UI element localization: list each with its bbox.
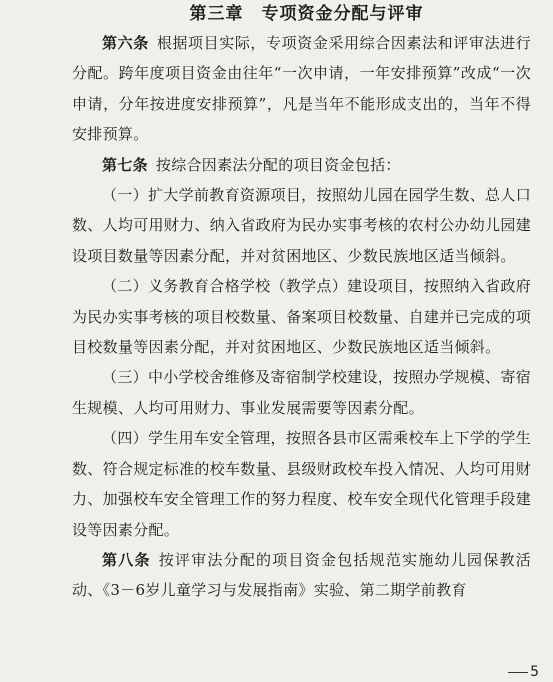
page-number xyxy=(508,664,539,680)
article-text: 根据项目实际，专项资金采用综合因素法和评审法进行分配。跨年度项目资金由往年“一次申请，一年安排预算”改成“一次申请，分年按进度安排预算”，凡是当年不能形成支出的，当年不得安排预算。 xyxy=(72,34,531,144)
article-6 xyxy=(72,28,531,150)
list-item: （二）义务教育合格学校（教学点）建设项目，按照纳入省政府为民办实事考核的项目校数量、备案项目校数量、自建并已完成的项目校数量等因素分配，并对贫困地区、少数民族地区适当倾斜。 xyxy=(72,277,532,357)
article-label: 第七条 xyxy=(102,155,148,174)
chapter-title: 第三章 专项资金分配与评审 xyxy=(189,4,424,24)
article-7 xyxy=(72,150,531,180)
article-text: 按评审法分配的项目资金包括规范实施幼儿园保教活动、《3－6岁儿童学习与发展指南》实验、第二期学前教育 xyxy=(72,550,531,600)
page-number-value: 5 xyxy=(530,664,539,680)
list-item: （四）学生用车安全管理，按照各县市区需乘校车上下学的学生数、符合规定标准的校车数量、县级财政校车投入情况、人均可用财力、加强校车安全管理工作的努力程度、校车安全现代化管理手段建设等因素分配。 xyxy=(72,429,532,539)
list-item: （三）中小学校舍维修及寄宿制学校建设，按照办学规模、寄宿生规模、人均可用财力、事业发展需要等因素分配。 xyxy=(72,368,531,417)
article-label: 第六条 xyxy=(102,34,149,52)
list-item: （一）扩大学前教育资源项目，按照幼儿园在园学生数、总人口数、人均可用财力、纳入省政府为民办实事考核的农村公办幼儿园建设项目数量等因素分配，并对贫困地区、少数民族地区适当倾斜。 xyxy=(72,186,532,265)
article-8 xyxy=(72,545,531,606)
article-label: 第八条 xyxy=(102,550,151,569)
article-text: 按综合因素法分配的项目资金包括： xyxy=(155,155,401,174)
